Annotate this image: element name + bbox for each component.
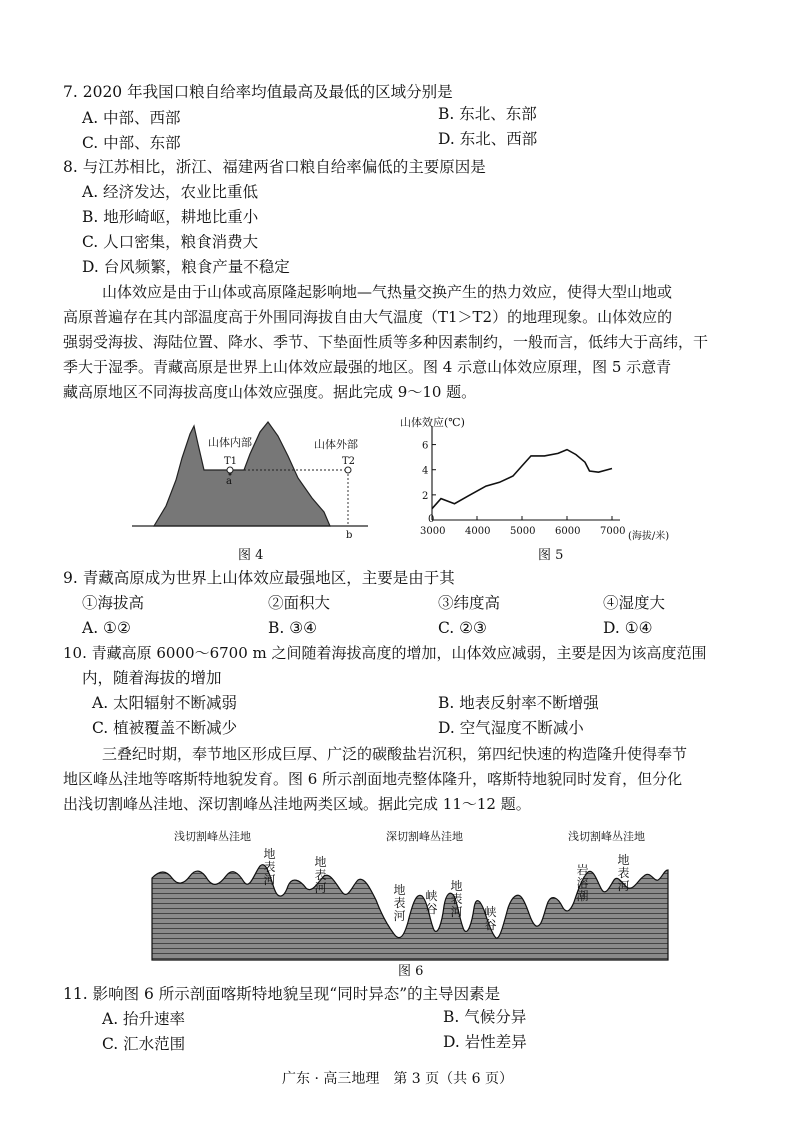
label-t2: T2 [342, 456, 356, 467]
q8-option-a[interactable]: A. 经济发达，农业比重低 [82, 183, 259, 201]
figure-4-diagram [118, 418, 388, 540]
gorge-label-1: 峡 谷 [425, 889, 438, 916]
figure-5-chart [400, 412, 700, 542]
q11-option-b[interactable]: B. 气候分异 [443, 1008, 527, 1026]
passage1-line-5: 藏高原地区不同海拔高度山体效应强度。据此完成 9～10 题。 [63, 383, 477, 401]
q9-item-4: ④湿度大 [603, 594, 666, 612]
x-tick-label: 4000 [465, 526, 491, 537]
passage1-line-2: 高原普遍存在其内部温度高于外围同海拔自由大气温度（T1＞T2）的地理现象。山体效应的 [63, 308, 673, 326]
passage2-line-2: 地区峰丛洼地等喀斯特地貌发育。图 6 所示剖面地壳整体隆升，喀斯特地貌同时发育，但分化 [63, 770, 683, 788]
q7-stem: 7. 2020 年我国口粮自给率均值最高及最低的区域分别是 [63, 83, 453, 101]
q8-stem: 8. 与江苏相比，浙江、福建两省口粮自给率偏低的主要原因是 [63, 158, 486, 176]
q9-option-d[interactable]: D. ①④ [603, 619, 653, 637]
y-tick-label: 2 [422, 490, 429, 502]
x-tick-label: 3000 [420, 526, 446, 537]
river-label-4: 地 表 河 [450, 879, 463, 919]
gorge-label-2: 峡 谷 [484, 905, 497, 932]
region-label-3: 浅切割峰丛洼地 [568, 830, 645, 843]
label-t1: T1 [224, 456, 238, 467]
q9-option-a[interactable]: A. ①② [82, 619, 131, 637]
figure-4-caption: 图 4 [238, 548, 264, 563]
q8-option-b[interactable]: B. 地形崎岖，耕地比重小 [82, 208, 259, 226]
region-label-2: 深切割峰丛洼地 [386, 830, 463, 843]
river-label-5: 地 表 河 [617, 853, 630, 893]
passage1-line-1: 山体效应是由于山体或高原隆起影响地—气热量交换产生的热力效应，使得大型山地或 [102, 283, 673, 301]
q10-option-d[interactable]: D. 空气湿度不断减小 [438, 719, 584, 737]
chart-xunit: (海拔/米) [628, 531, 670, 542]
q11-option-d[interactable]: D. 岩性差异 [443, 1033, 527, 1051]
q7-option-d[interactable]: D. 东北、西部 [438, 130, 538, 148]
figure-6-caption: 图 6 [398, 964, 424, 979]
chart-ylabel: 山体效应(℃) [400, 416, 465, 429]
passage2-line-1: 三叠纪时期，奉节地区形成巨厚、广泛的碳酸盐岩沉积，第四纪快速的构造隆升使得奉节 [102, 745, 688, 763]
point-t2 [345, 467, 351, 473]
q10-stem-line-1: 10. 青藏高原 6000～6700 m 之间随着海拔高度的增加，山体效应减弱，主要是因为该高度范围 [63, 644, 707, 662]
passage1-line-4: 季大于湿季。青藏高原是世界上山体效应最强的地区。图 4 示意山体效应原理，图 5 示意青 [63, 358, 672, 376]
q9-item-3: ③纬度高 [438, 594, 501, 612]
q10-option-a[interactable]: A. 太阳辐射不断减弱 [92, 694, 238, 712]
region-label-1: 浅切割峰丛洼地 [174, 830, 251, 843]
x-tick-label: 6000 [555, 526, 581, 537]
q9-stem: 9. 青藏高原成为世界上山体效应最强地区，主要是由于其 [63, 569, 455, 587]
river-label-1: 地 表 河 [263, 847, 276, 887]
q10-option-b[interactable]: B. 地表反射率不断增强 [438, 694, 599, 712]
label-outer: 山体外部 [314, 438, 358, 451]
q9-item-2: ②面积大 [268, 594, 331, 612]
figure-6-profile [150, 826, 670, 962]
q11-option-c[interactable]: C. 汇水范围 [102, 1035, 186, 1053]
q9-option-b[interactable]: B. ③④ [268, 619, 318, 637]
point-t1 [227, 467, 233, 473]
origin-label: 0 [428, 514, 435, 525]
x-tick-label: 5000 [510, 526, 536, 537]
series-line [432, 450, 612, 509]
q9-item-1: ①海拔高 [82, 594, 145, 612]
q7-option-b[interactable]: B. 东北、东部 [438, 105, 537, 123]
q11-option-a[interactable]: A. 抬升速率 [102, 1010, 186, 1028]
q8-option-d[interactable]: D. 台风频繁，粮食产量不稳定 [82, 258, 290, 276]
river-label-2: 地 表 河 [314, 855, 327, 895]
label-b: b [346, 530, 353, 540]
q7-option-a[interactable]: A. 中部、西部 [82, 109, 181, 127]
y-tick-label: 6 [422, 440, 429, 452]
label-inner: 山体内部 [208, 436, 252, 449]
river-label-3: 地 表 河 [393, 883, 406, 923]
q10-option-c[interactable]: C. 植被覆盖不断减少 [92, 719, 238, 737]
x-tick-label: 7000 [600, 526, 626, 537]
passage1-line-3: 强弱受海拔、海陆位置、降水、季节、下垫面性质等多种因素制约，一般而言，低纬大于高纬，干 [63, 333, 709, 351]
q9-option-c[interactable]: C. ②③ [438, 619, 487, 637]
page-footer: 广东 · 高三地理 第 3 页（共 6 页） [282, 1071, 513, 1087]
q11-stem: 11. 影响图 6 所示剖面喀斯特地貌呈现“同时异态”的主导因素是 [63, 985, 501, 1003]
q10-stem-line-2: 内，随着海拔的增加 [82, 669, 222, 687]
label-a: a [226, 476, 232, 487]
karst-label: 岩 溶 潮 [576, 863, 589, 903]
karst-profile-shape [152, 865, 668, 960]
q7-option-c[interactable]: C. 中部、东部 [82, 134, 181, 152]
passage2-line-3: 出浅切割峰丛洼地、深切割峰丛洼地两类区域。据此完成 11～12 题。 [63, 795, 531, 813]
q8-option-c[interactable]: C. 人口密集，粮食消费大 [82, 233, 259, 251]
y-tick-label: 4 [422, 465, 429, 477]
figure-5-caption: 图 5 [538, 548, 564, 563]
